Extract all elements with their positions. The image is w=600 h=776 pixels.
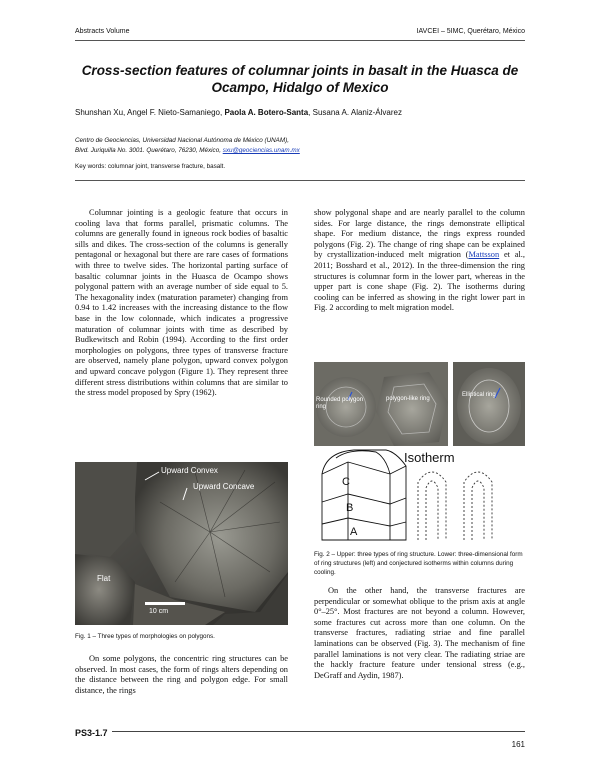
figure-1-photo: [75, 462, 288, 625]
column-2-text: [314, 208, 525, 314]
paragraph: Columnar jointing is a geologic feature that occurs in cooling lava that forms parallel, prismatic columns. The columns are generally found in igneous rock bodies of basaltic sills and dikes. The cross-section of the columns is generally pentagonal or hexagonal but there are rare cases of formations with three to twelve sides. The horizontal parting surface of basaltic columnar joints in the Huasca de Ocampo shows polygonal pattern with an average number of side equal to 5. The hexagonality index (maturation parameter) changing from 0.94 to 1.42 increases with the increasing distance to the flow base in the low colonnade, which indicates a progressive maturation of columnar joints with time as described by Budkewitsch and Robin (1994). According to the first order morphologies on polygons, three types of transverse fracture are observed, namely plane polygon, upward convex polygon and upward concave polygon (Figure 1). They represent three different stress distributions within columns that are similar to the stress model proposed by Spry (1962).: [75, 208, 288, 398]
authors-part-2: , Susana A. Alaniz-Álvarez: [308, 108, 402, 117]
columnar-joints-photo: [75, 462, 288, 625]
label-polygon-like-ring: polygon-like ring: [386, 396, 430, 402]
header-right: IAVCEI – 5IMC, Querétaro, México: [416, 28, 525, 35]
page-number: 161: [511, 740, 525, 749]
scale-bar-label: 10 cm: [149, 608, 169, 615]
paper-title: Cross-section features of columnar joints in basalt in the Huasca de Ocampo, Hidalgo of Mexico: [81, 63, 519, 95]
label-a: A: [350, 526, 358, 538]
paragraph: show polygonal shape and are nearly parallel to the column sides. For large distance, the rings demonstrate elliptical shape. For medium distance, the rings express rounded polygons (Fig. 2). The change of ring shape can be explained by crystallization-induced melt migration (Mattsson et al., 2011; Bosshard et al., 2012). In the three-dimension the ring structures is columnar form in the lower part, whereas in the upper part is cone shape (Fig. 2). The isotherms during cooling can be inferred as showing in the right lower part in Fig. 2 according to melt migration model.: [314, 208, 525, 313]
footer-rule: [112, 731, 525, 732]
column-2-continued: [314, 586, 525, 681]
affiliation: [75, 136, 300, 156]
authors-part-1: Shunshan Xu, Angel F. Nieto-Samaniego,: [75, 108, 225, 117]
label-rounded-polygon-ring: Rounded polygon ring: [316, 397, 364, 410]
figure-1-caption: Fig. 1 – Three types of morphologies on polygons.: [75, 633, 215, 640]
keywords-rule: [75, 180, 525, 181]
author-presenting: Paola A. Botero-Santa: [224, 108, 309, 117]
email-link[interactable]: sxu@geociencias.unam.mx: [222, 147, 300, 154]
column-1-continued: [75, 654, 288, 696]
label-upward-convex: Upward Convex: [161, 466, 218, 475]
paragraph: On some polygons, the concentric ring structures can be observed. In most cases, the form of rings alters depending on the distance between the ring and polygon edge. For small distance, the rings: [75, 654, 288, 695]
affiliation-line-1: Centro de Geociencias, Universidad Nacional Autónoma de México (UNAM),: [75, 137, 289, 144]
figure-2-caption: Fig. 2 – Upper: three types of ring structure. Lower: three-dimensional form of ring structures (left) and conjectured isotherms within columns during cooling.: [314, 551, 523, 576]
session-code: PS3-1.7: [75, 728, 108, 738]
affiliation-line-2: Blvd. Juriquilla No. 3001. Querétaro, 76230, México, sxu@geociencias.unam.mx: [75, 147, 300, 154]
header-rule: [75, 40, 525, 41]
reference-link[interactable]: Mattsson: [468, 250, 500, 260]
label-elliptical-ring: Elliptical ring: [462, 392, 496, 398]
header-left: Abstracts Volume: [75, 28, 130, 35]
label-b: B: [346, 502, 354, 514]
paragraph: On the other hand, the transverse fractures are perpendicular or somewhat oblique to the prism axis at angle 0°–25°. Most fractures are not beyond a column. However, some fractures cut across more than one column. On the transverse fractures, radiating striae and fine parallel laminations can be observed (Fig. 3). The mechanism of fine parallel laminations is not very clear. The radiating striae are the hackly fracture feature under tensional stress (e.g., DeGraff and Aydin, 1987).: [314, 586, 525, 680]
keywords: Key words: columnar joint, transverse fracture, basalt.: [75, 163, 226, 170]
column-1-text: [75, 208, 288, 399]
figure-2: [314, 362, 525, 542]
label-c: C: [342, 476, 350, 488]
author-list: [75, 108, 402, 117]
label-upward-concave: Upward Concave: [193, 482, 255, 491]
label-flat: Flat: [97, 574, 111, 583]
label-isotherm: Isotherm: [404, 450, 455, 465]
